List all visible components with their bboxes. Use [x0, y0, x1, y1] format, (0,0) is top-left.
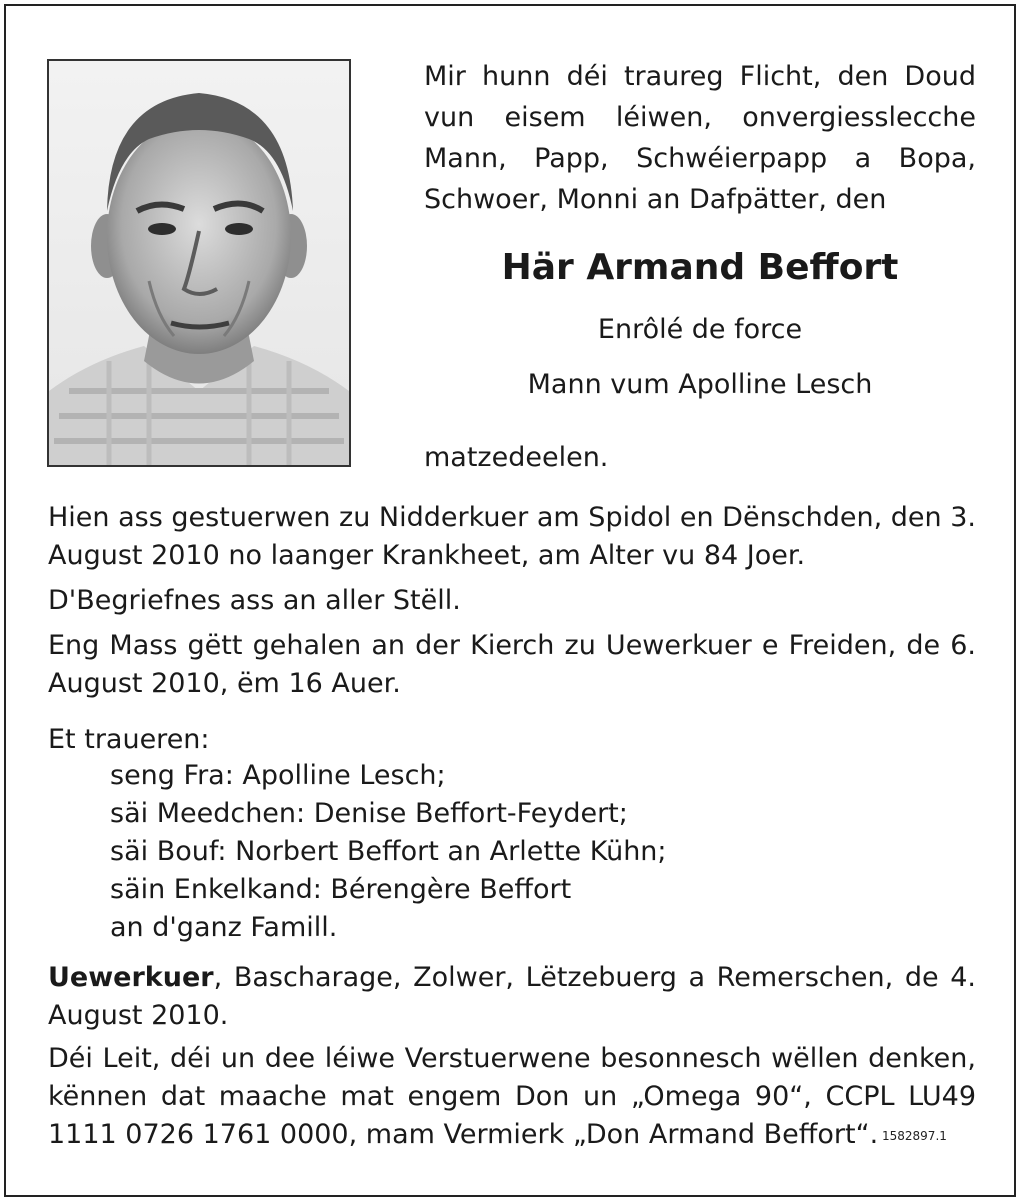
portrait-image [49, 61, 349, 465]
intro-ending: matzedeelen. [424, 442, 609, 473]
mourners-list [110, 757, 667, 947]
place-date-line [48, 959, 976, 1035]
place-rest: , Bascharage, Zolwer, Lëtzebuerg a Remerschen, de 4. August 2010. [48, 962, 976, 1031]
donation-note: Déi Leit, déi un dee léiwe Verstuerwene besonnesch wëllen denken, kënnen dat maache mat engem Don un „Omega 90“, CCPL LU49 1111 0726 1761 0000, mam Vermierk „Don Armand Beffort“. [48, 1043, 976, 1150]
burial-note: D'Begriefnes ass an aller Stëll. [48, 585, 461, 616]
portrait-photo [47, 59, 351, 467]
deceased-name: Här Armand Beffort [501, 247, 899, 288]
mourner-item: seng Fra: Apolline Lesch; [110, 760, 446, 791]
deceased-role: Enrôlé de force [597, 314, 803, 345]
reference-number: 1582897.1 [882, 1129, 947, 1143]
mourners-heading: Et traueren: [48, 724, 210, 755]
death-announcement: Hien ass gestuerwen zu Nidderkuer am Spidol en Dënschden, den 3. August 2010 no laanger Krankheet, am Alter vu 84 Joer. [48, 502, 976, 571]
place-name: Uewerkuer [48, 962, 214, 993]
deceased-spouse: Mann vum Apolline Lesch [527, 369, 873, 400]
mourner-item: an d'ganz Famill. [110, 912, 338, 943]
mourner-item: säin Enkelkand: Bérengère Beffort [110, 874, 572, 905]
mourner-item: säi Bouf: Norbert Beffort an Arlette Kühn; [110, 836, 667, 867]
intro-text: Mir hunn déi traureg Flicht, den Doud vun eisem léiwen, onvergiesslecche Mann, Papp, Schwéierpapp a Bopa, Schwoer, Monni an Dafpätter, den [424, 61, 976, 215]
mourner-item: säi Meedchen: Denise Beffort-Feydert; [110, 798, 628, 829]
mass-announcement: Eng Mass gëtt gehalen an der Kierch zu Uewerkuer e Freiden, de 6. August 2010, ëm 16 Auer. [48, 630, 976, 699]
